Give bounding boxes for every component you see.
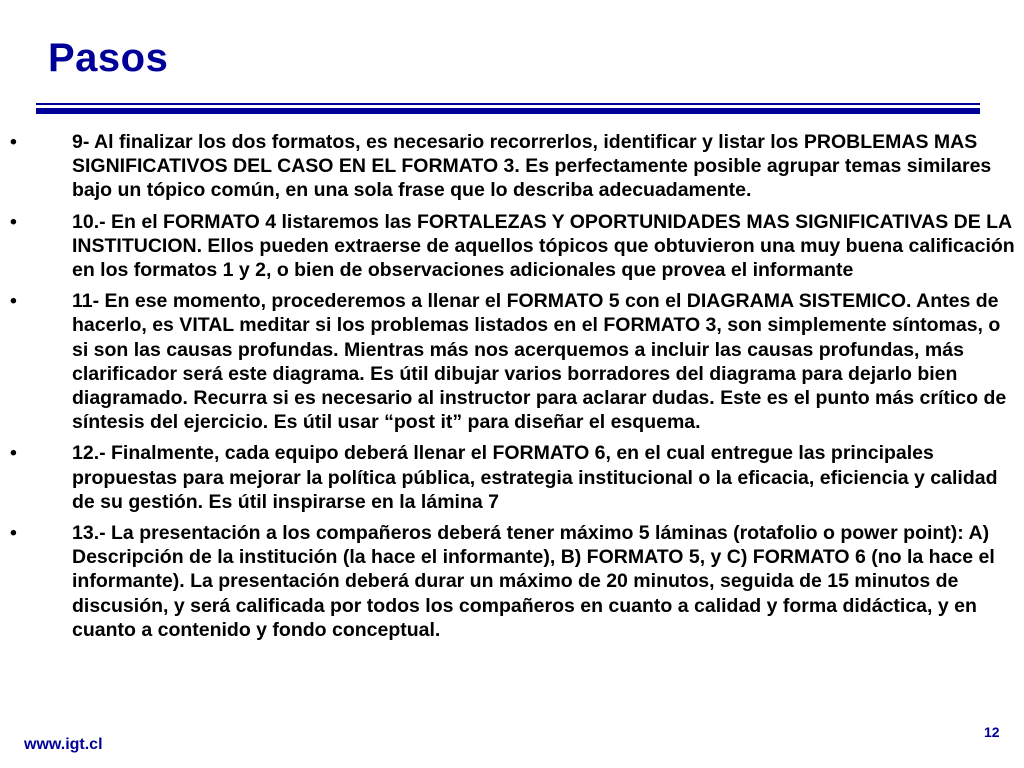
bullet-icon: • — [10, 522, 17, 545]
bullet-text: 10.- En el FORMATO 4 listaremos las FORTALEZAS Y OPORTUNIDADES MAS SIGNIFICATIVAS DE LA INSTITUCION. Ellos pueden extraerse de aquellos tópicos que obtuvieron una muy buena calificación en los formatos 1 y 2, o bien de observaciones adicionales que provea el informante — [72, 210, 1015, 282]
bullet-icon: • — [10, 442, 17, 465]
bullet-text: 9- Al finalizar los dos formatos, es necesario recorrerlos, identificar y listar los PROBLEMAS MAS SIGNIFICATIVOS DEL CASO EN EL FORMATO 3. Es perfectamente posible agrupar temas similares bajo un tópico común, en una sola frase que lo describa adecuadamente. — [72, 131, 992, 202]
bullet-icon: • — [10, 290, 17, 313]
bullet-text: 13.- La presentación a los compañeros deberá tener máximo 5 láminas (rotafolio o power point): A) Descripción de la institución (la hace el informante), B) FORMATO 5, y C) FORMATO 6 (no la hace el informante). La presentación deberá durar un máximo de 20 minutos, seguida de 15 minutos de discusión, y será calificada por todos los compañeros en cuanto a calidad y forma didáctica, y en cuanto a contenido y fondo conceptual. — [72, 522, 995, 641]
bullet-text: 11- En ese momento, procederemos a llenar el FORMATO 5 con el DIAGRAMA SISTEMICO. Antes de hacerlo, es VITAL meditar si los problemas listados en el FORMATO 3, son simplemente síntomas, o si son las causas profundas. Mientras más nos acerquemos a incluir las causas profundas, más clarificador será este diagrama. Es útil dibujar varios borradores del diagrama para dejarlo bien diagramado. Recurra si es necesario al instructor para aclarar dudas. Este es el punto más crítico de síntesis del ejercicio. Es útil usar “post it” para diseñar el esquema. — [72, 290, 1007, 434]
footer-url: www.igt.cl — [24, 736, 103, 753]
bullet-icon: • — [10, 131, 17, 153]
title-divider-thick — [36, 108, 980, 114]
slide-title: Pasos — [48, 36, 169, 80]
bullet-text: 12.- Finalmente, cada equipo deberá llenar el FORMATO 6, en el cual entregue las principales propuestas para mejorar la política pública, estrategia institucional o la eficacia, eficiencia y calidad de su gestión. Es útil inspirarse en la lámina 7 — [72, 442, 998, 513]
bullet-icon: • — [10, 210, 17, 233]
bullet-item-step-11 — [0, 289, 1024, 434]
bullet-item-step-9 — [0, 130, 1024, 203]
bullet-list — [0, 130, 1024, 649]
bullet-item-step-12 — [0, 441, 1024, 514]
title-divider-thin — [36, 103, 980, 105]
bullet-item-step-10 — [0, 210, 1024, 283]
page-number: 12 — [984, 724, 1000, 740]
bullet-item-step-13 — [0, 521, 1024, 642]
